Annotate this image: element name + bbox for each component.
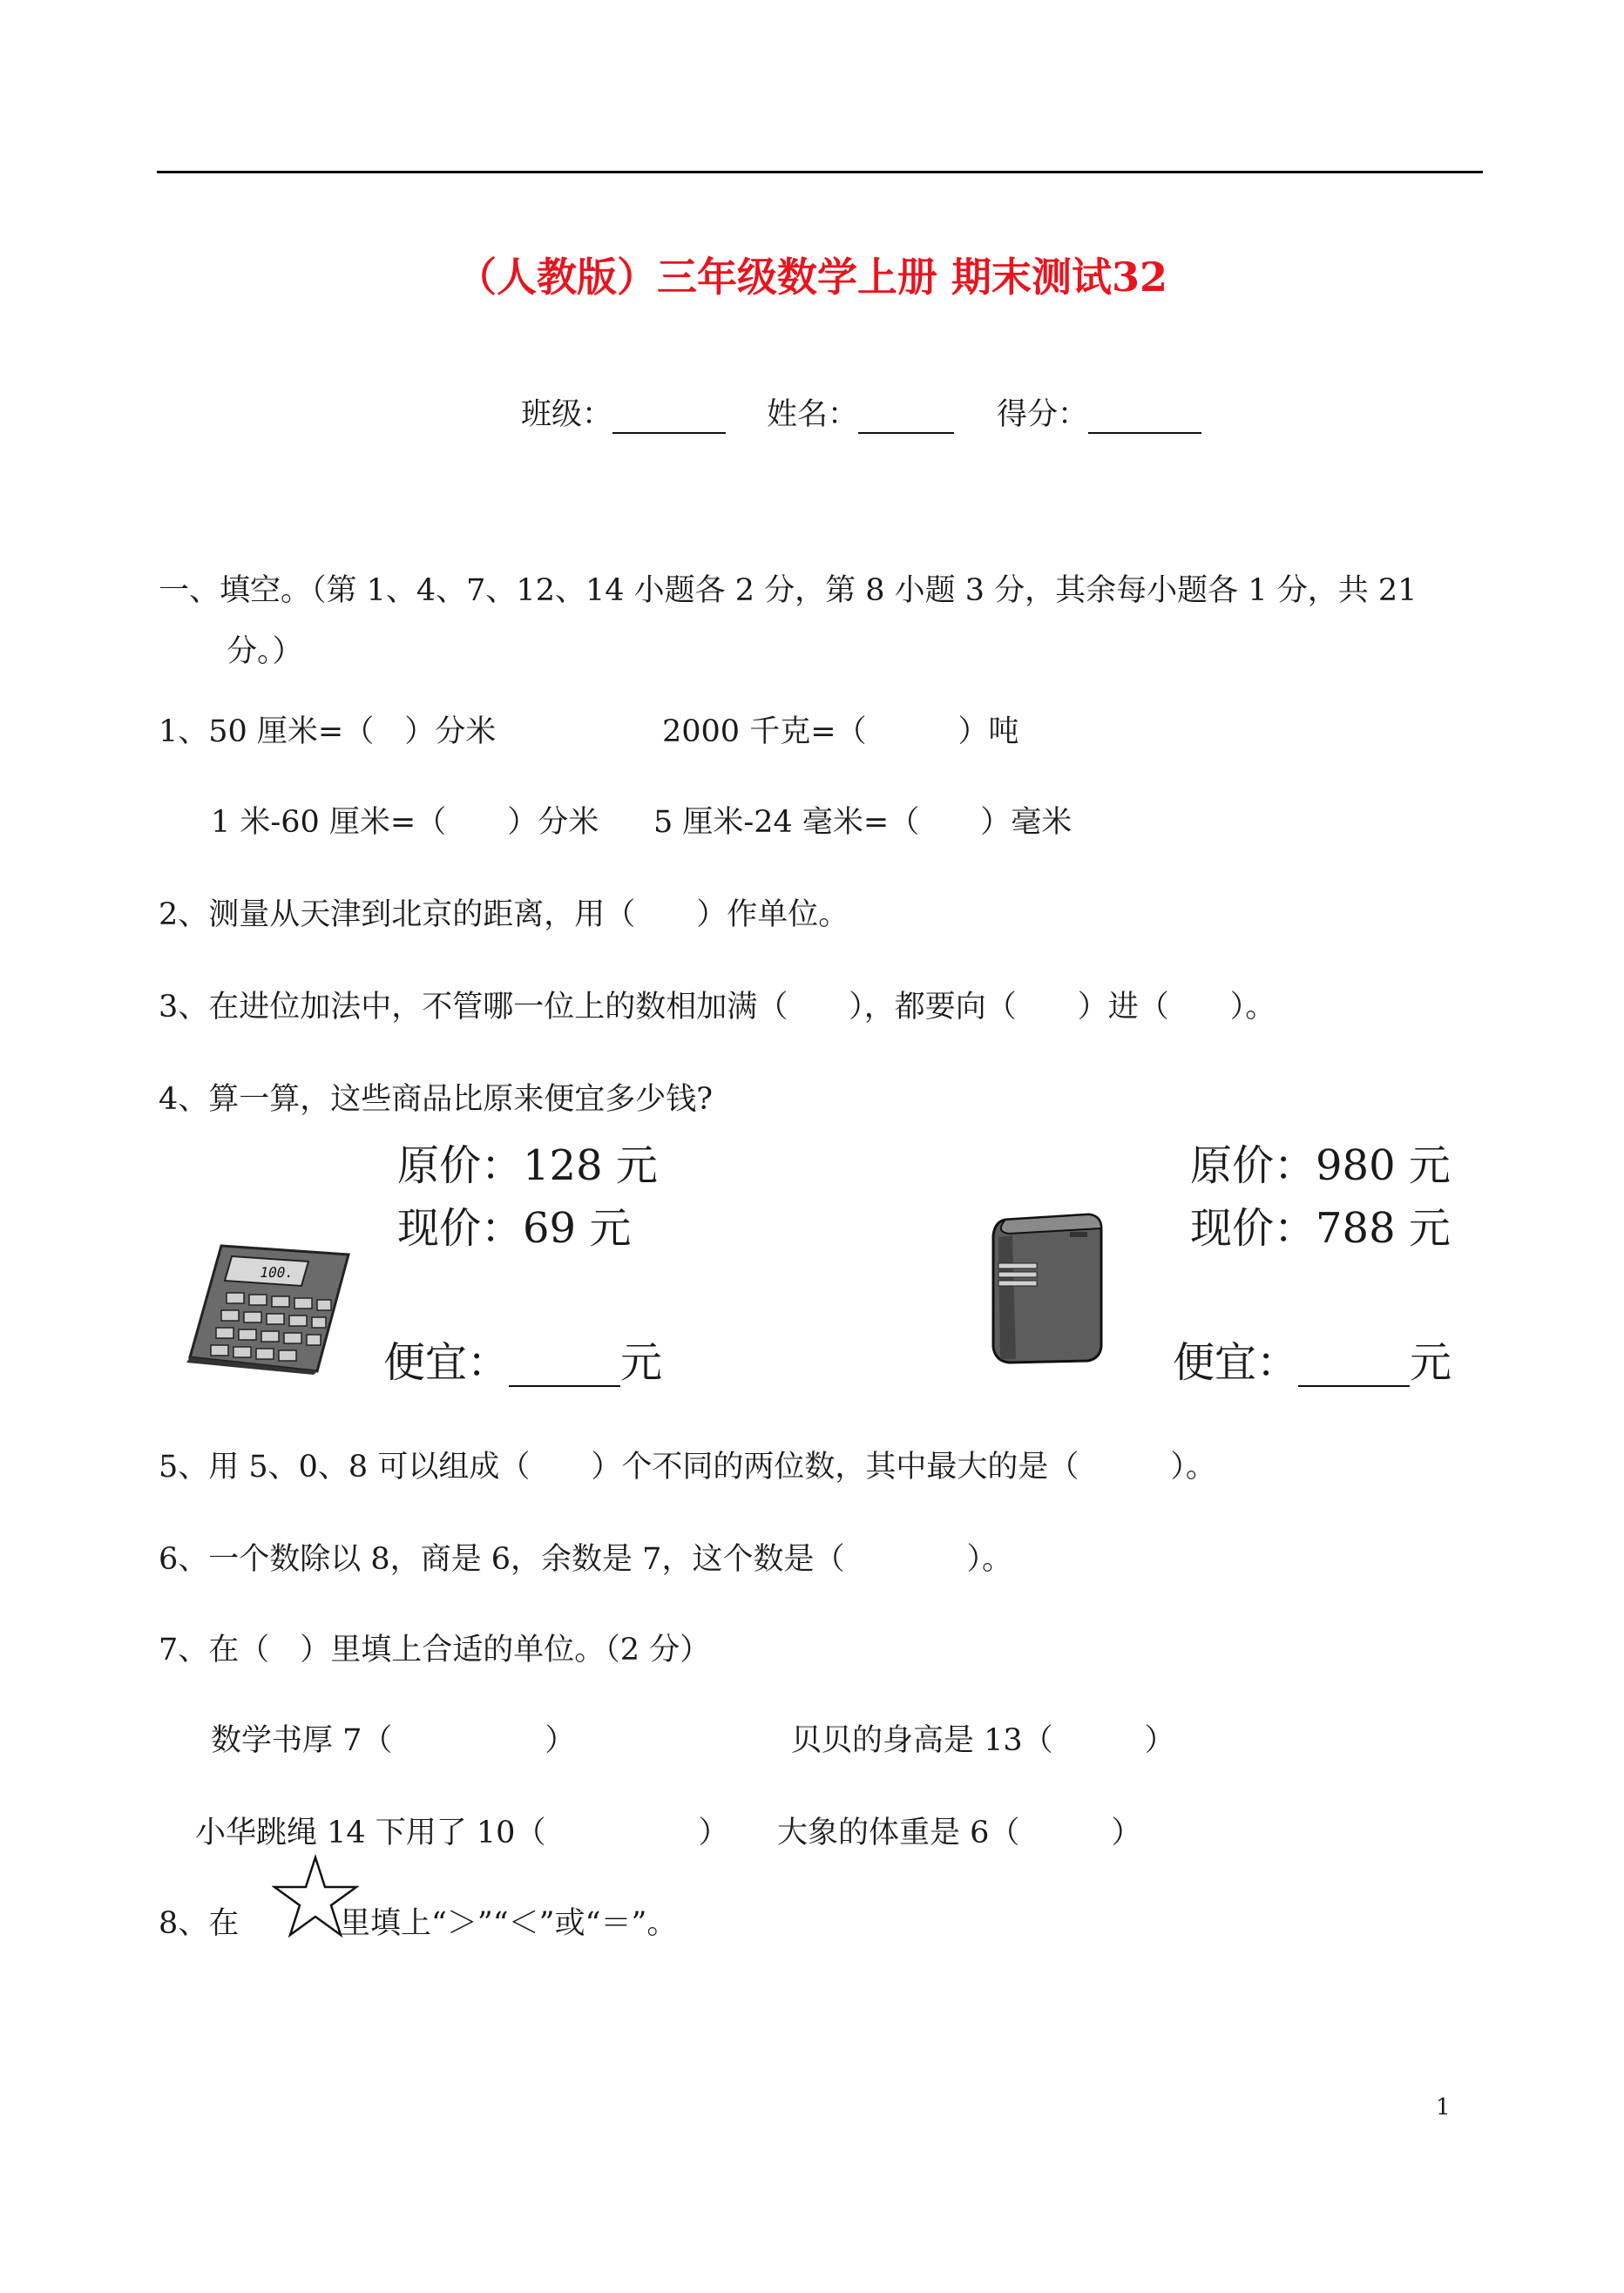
q1-a: 1、50 厘米=（ ）分米 <box>159 714 497 749</box>
q1-d: 5 厘米-24 毫米=（ ）毫米 <box>653 805 1073 840</box>
q7-text: 7、在（ ）里填上合适的单位。（2 分） <box>159 1633 711 1667</box>
score-label: 得分： <box>997 397 1089 432</box>
name-blank[interactable] <box>858 399 954 434</box>
page-number: 1 <box>1436 2094 1451 2121</box>
name-label: 姓名： <box>767 397 859 432</box>
q8-prefix: 8、在 <box>159 1906 240 1941</box>
item2-cheaper <box>1173 1338 1451 1387</box>
item1-cheaper-unit: 元 <box>620 1338 663 1387</box>
q7-b: 贝贝的身高是 13（ ） <box>791 1723 1175 1758</box>
q4-text: 4、算一算，这些商品比原来便宜多少钱? <box>159 1082 714 1117</box>
q7-a: 数学书厚 7（ ） <box>211 1723 576 1758</box>
header-rule <box>157 171 1483 173</box>
item1-cheaper-label: 便宜： <box>383 1338 510 1387</box>
item2-cheaper-unit: 元 <box>1410 1338 1452 1387</box>
item1-cheaper-blank[interactable] <box>509 1342 620 1387</box>
q8-suffix: 里填上“＞”“＜”或“＝”。 <box>340 1906 678 1941</box>
item1-cheaper <box>383 1338 662 1387</box>
class-field <box>521 390 726 434</box>
item2-current-price: 现价：788 元 <box>1190 1204 1451 1253</box>
washing-machine-icon <box>986 1211 1108 1364</box>
q2-text: 2、测量从天津到北京的距离，用（ ）作单位。 <box>159 897 849 932</box>
class-label: 班级： <box>521 397 613 432</box>
q5-text: 5、用 5、0、8 可以组成（ ）个不同的两位数，其中最大的是（ ）。 <box>159 1450 1216 1485</box>
q3-text: 3、在进位加法中，不管哪一位上的数相加满（ ），都要向（ ）进（ ）。 <box>159 990 1276 1025</box>
q6-text: 6、一个数除以 8，商是 6，余数是 7，这个数是（ ）。 <box>159 1542 1012 1577</box>
name-field <box>767 390 954 434</box>
q7-c: 小华跳绳 14 下用了 10（ ） <box>195 1816 729 1850</box>
item1-current-price: 现价：69 元 <box>397 1204 632 1253</box>
item2-cheaper-blank[interactable] <box>1298 1342 1410 1387</box>
section1-heading-cont: 分。） <box>227 634 303 669</box>
item2-cheaper-label: 便宜： <box>1173 1338 1299 1387</box>
score-blank[interactable] <box>1088 399 1201 434</box>
q7-d: 大象的体重是 6（ ） <box>777 1816 1142 1850</box>
item2-original-price: 原价：980 元 <box>1190 1141 1451 1190</box>
page-title: （人教版）三年级数学上册 期末测试32 <box>456 254 1168 301</box>
score-field <box>997 390 1201 434</box>
q1-c: 1 米-60 厘米=（ ）分米 <box>211 805 599 840</box>
item1-original-price: 原价：128 元 <box>397 1141 658 1190</box>
section1-heading: 一、填空。（第 1、4、7、12、14 小题各 2 分，第 8 小题 3 分，其余每小题各 1 分，共 21 <box>159 573 1418 608</box>
q1-b: 2000 千克=（ ）吨 <box>662 714 1019 749</box>
calculator-display: 100. <box>258 1264 295 1281</box>
calculator-icon <box>186 1235 352 1375</box>
class-blank[interactable] <box>612 399 726 434</box>
